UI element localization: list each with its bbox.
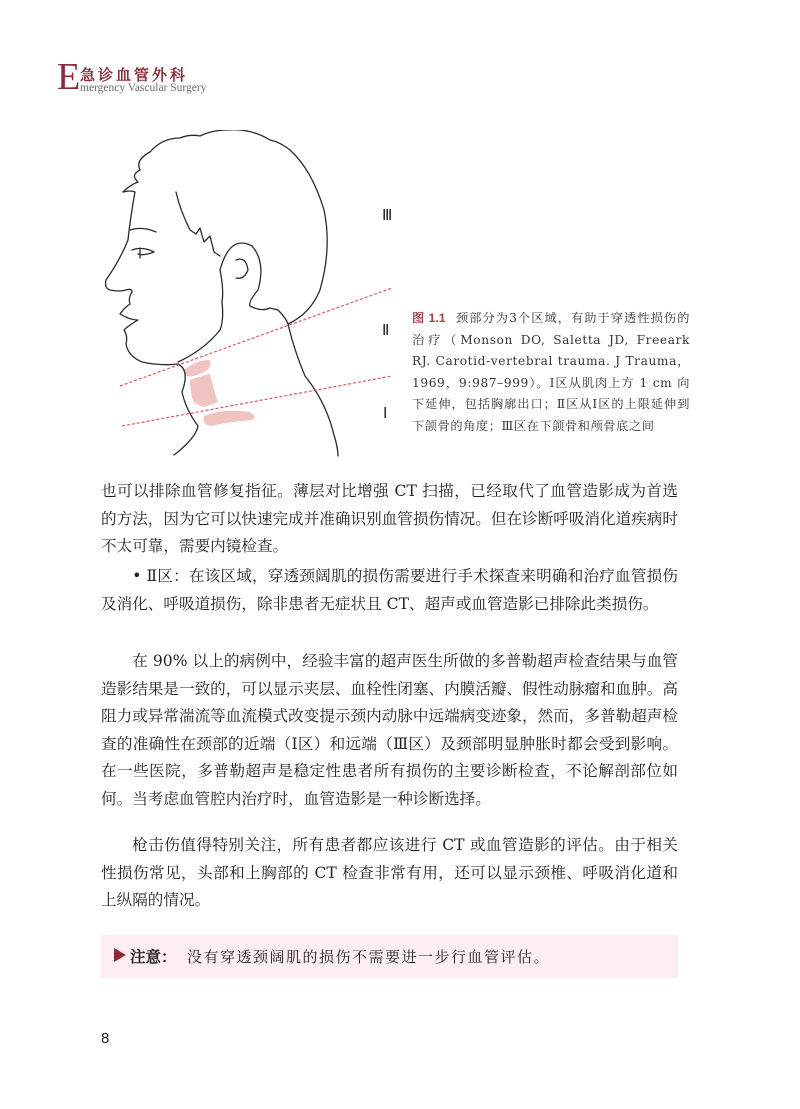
gunshot-paragraph: 枪击伤值得特别关注，所有患者都应该进行 CT 或血管造影的评估。由于相关性损伤常见，头部和上胸部的 CT 检查非常有用，还可以显示颈椎、呼吸消化道和上纵隔的情况。 [101, 836, 678, 909]
figure-caption [412, 308, 690, 437]
zone-3-label: Ⅲ [382, 208, 393, 224]
body-paragraph-1-container [101, 478, 678, 561]
doppler-paragraph: 在 90% 以上的病例中，经验丰富的超声医生所做的多普勒超声检查结果与血管造影结果是一致的，可以显示夹层、血栓性闭塞、内膜活瓣、假性动脉瘤和血肿。高阻力或异常湍流等血流模式改变提示颈内动脉中远端病变迹象，然而，多普勒超声检查的准确性在颈部的近端（Ⅰ区）和远端（Ⅲ区）及颈部明显肿胀时都会受到影响。在一些医院，多普勒超声是稳定性患者所有损伤的主要诊断检查，不论解剖部位如何。当考虑血管腔内治疗时，血管造影是一种诊断选择。 [101, 652, 678, 808]
caption-text: 颈部分为3个区域，有助于穿透性损伤的治疗（Monson DO, Saletta JD, Freeark RJ. Carotid-vertebral trauma. J Trauma，1969，9:987–999）。Ⅰ区从肌肉上方 1 cm 向下延伸，包括胸廓出口；Ⅱ区从Ⅰ区的上限延伸到下颌骨的角度；Ⅲ区在下颌骨和颅骨底之间 [412, 311, 690, 433]
bullet-zone-2: • Ⅱ区：在该区域，穿透颈阔肌的损伤需要进行手术探查来明确和治疗血管损伤及消化、呼吸道损伤，除非患者无症状且 CT、超声或血管造影已排除此类损伤。 [101, 567, 678, 613]
note-text: 没有穿透颈阔肌的损伤不需要进一步行血管评估。 [187, 948, 551, 966]
head-profile-illustration [100, 130, 410, 460]
bullet-zone-2-container [101, 563, 678, 618]
zone-1-label: Ⅰ [383, 406, 388, 422]
doppler-paragraph-container [101, 648, 678, 813]
figure-number: 图 1.1 [412, 311, 446, 325]
note-label: 注意： [130, 948, 177, 966]
gunshot-paragraph-container [101, 832, 678, 915]
book-title-en: mergency Vascular Surgery [80, 82, 207, 94]
neck-zones-figure [100, 130, 410, 460]
larynx-highlight [184, 360, 255, 426]
body-paragraph: 也可以排除血管修复指征。薄层对比增强 CT 扫描，已经取代了血管造影成为首选的方法，因为它可以快速完成并准确识别血管损伤情况。但在诊断呼吸消化道疾病时不太可靠，需要内镜检查。 [101, 482, 678, 555]
book-title-cn: 急诊血管外科 [80, 66, 189, 84]
page-number: 8 [101, 1030, 110, 1047]
note-box [101, 935, 678, 978]
triangle-right-icon [114, 948, 126, 962]
zone-2-label: Ⅱ [382, 323, 390, 339]
header-initial: E [57, 56, 81, 98]
